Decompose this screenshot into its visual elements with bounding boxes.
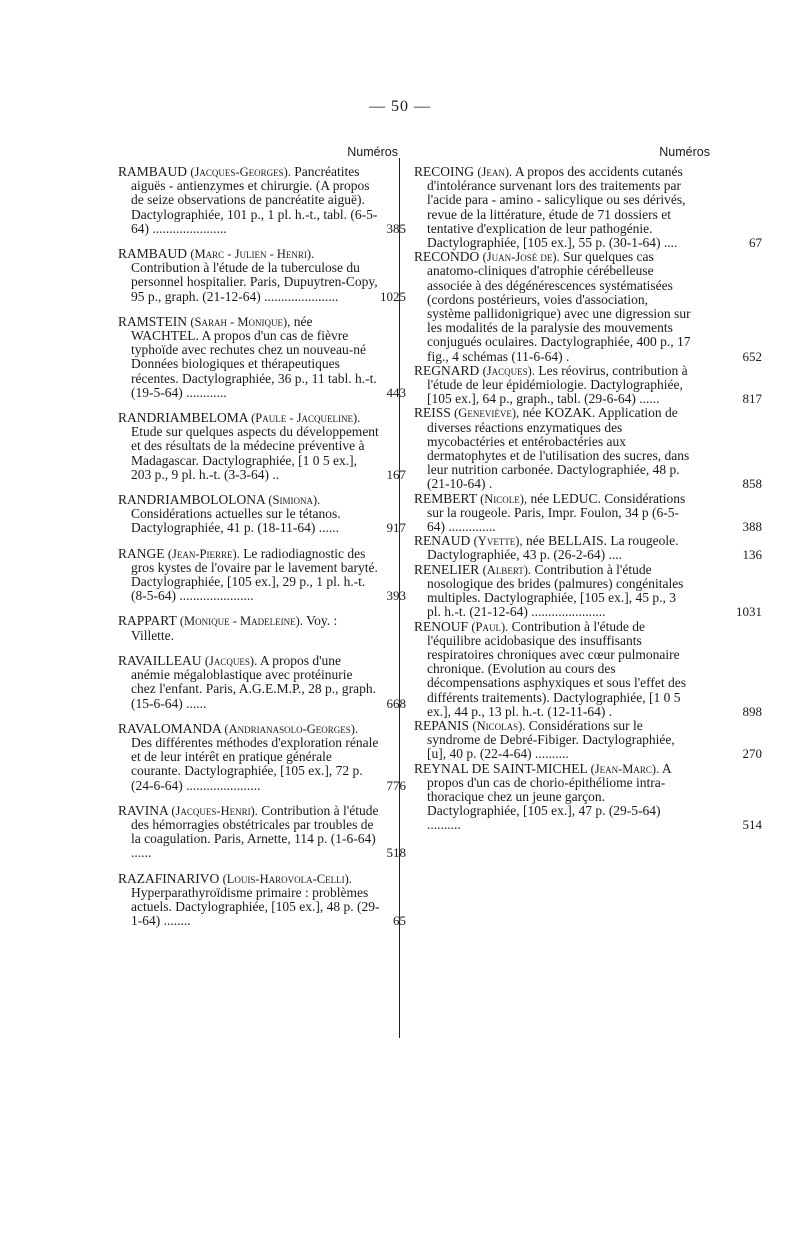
right-entry-list [414, 164, 762, 833]
bibliography-entry [414, 717, 762, 762]
entry-body [118, 722, 380, 793]
entry-description: née KOZAK. Application de diverses réactions enzymatiques des mycobactéries et entérobactéries aux dermatophytes et de l'utilisation des sucres, dans leur nutrition carbonée. Dactylographiée, 48 p. (21-10-64) . [427, 405, 690, 492]
entry-body [118, 614, 380, 642]
entry-description: Contribution à l'étude de la tuberculose du personnel hospitalier. Paris, Dupuytren-Copy, 95 p., graph. (21-12-64) ...................... [131, 260, 378, 304]
bibliography-entry [118, 802, 406, 861]
bibliography-entry [414, 490, 762, 535]
entry-number: 518 [386, 845, 406, 861]
entry-body [118, 654, 380, 711]
author-surname: RAMSTEIN [118, 313, 188, 329]
entry-body [118, 547, 380, 604]
entry-description: Pancréatites aiguës - antienzymes et chirurgie. (A propos de seize observations de pancréatite aiguë). Dactylographiée, 101 p., 1 pl. h.-t., tabl. (6-5-64) ...................... [131, 164, 378, 236]
entry-number: 388 [742, 519, 762, 535]
entry-body [414, 492, 692, 535]
entry-number: 514 [742, 817, 762, 833]
author-given-names: (Paule - Jacqueline). [251, 411, 361, 426]
author-surname: RENAUD [414, 533, 471, 549]
bibliography-entry [414, 362, 762, 407]
entry-description: Considérations actuelles sur le tétanos. Dactylographiée, 41 p. (18-11-64) ...... [131, 506, 341, 536]
entry-description: Contribution à l'étude nosologique des brides (palmures) congénitales multiples. Dactylographiée, [105 ex.], 45 p., 3 pl. h.-t. (21-12-64) ...................... [427, 561, 684, 620]
author-given-names: (Jean-Marc). [590, 761, 660, 776]
author-given-names: (Jacques-Georges). [190, 165, 291, 179]
author-given-names: (Nicole), [480, 491, 528, 506]
entry-body [118, 247, 380, 304]
entry-body [118, 411, 380, 482]
author-surname: RAVAILLEAU [118, 652, 202, 668]
entry-number: 67 [749, 235, 762, 251]
author-surname: RAPPART [118, 613, 177, 629]
bibliography-entry [118, 545, 406, 604]
entry-number: 668 [386, 695, 406, 711]
entry-description: A propos des accidents cutanés d'intolérance survenant lors des traitements par l'acide para - amino - salicylique ou ses dérivés, revue de la littérature, étude de 71 dossiers et tentative d'explication de leur pathogénie. Dactylographiée, [105 ex.], 55 p. (30-1-64) .... [427, 164, 686, 251]
author-given-names: (Juan-José de). [482, 250, 560, 265]
author-surname: REMBERT [414, 490, 477, 506]
author-surname: RENELIER [414, 561, 480, 577]
bibliography-entry [414, 760, 762, 833]
entry-description: Contribution à l'étude de l'équilibre acidobasique des insuffisants respiratoires chroniques avec cœur pulmonaire chronique. (Evolution au cours des décompensations asphyxiques et sous l'effet des différents traitements). Dactylographiée, [1 0 5 ex.], 44 p., 13 pl. h.-t. (12-11-64) . [427, 618, 687, 719]
entry-number: 270 [742, 746, 762, 762]
entry-number: 817 [742, 391, 762, 407]
author-surname: RANDRIAMBOLOLONA [118, 492, 266, 508]
entry-description: Des différentes méthodes d'exploration rénale et de leur intérêt en pratique générale courante. Dactylographiée, [105 ex.], 72 p. (24-6-64) ...................... [131, 734, 379, 793]
entry-body [414, 364, 692, 407]
left-entry-list [118, 164, 406, 929]
bibliography-entry [118, 614, 380, 642]
author-surname: RECOING [414, 164, 474, 179]
entry-body [118, 493, 380, 536]
author-surname: REYNAL DE SAINT-MICHEL [414, 760, 588, 776]
author-surname: RECONDO [414, 249, 480, 265]
entry-number: 1025 [380, 288, 406, 304]
bibliography-entry [414, 249, 762, 364]
entry-body [118, 315, 380, 400]
bibliography-entry [118, 164, 406, 236]
author-surname: RANDRIAMBELOMA [118, 410, 248, 426]
author-given-names: (Jacques). [482, 363, 535, 378]
author-given-names: (Sarah - Monique), [190, 314, 291, 329]
entry-description: née WACHTEL. A propos d'un cas de fièvre typhoïde avec rechutes chez un nouveau-né Données biologiques et thérapeutiques récentes. Dactylographiée, 36 p., 11 tabl. h.-t. (19-5-64) ............ [131, 313, 377, 400]
entry-body [414, 620, 692, 719]
entry-number: 393 [386, 588, 406, 604]
entry-number: 443 [386, 384, 406, 400]
entry-number: 167 [386, 466, 406, 482]
page-number: — 50 — [369, 98, 431, 115]
bibliography-entry [118, 246, 406, 304]
entry-description: Etude sur quelques aspects du développement et des résultats de la médecine préventive à Madagascar. Dactylographiée, [1 0 5 ex.], 203 p., 9 pl. h.-t. (3-3-64) .. [131, 424, 379, 482]
author-given-names: (Yvette), [473, 534, 523, 549]
author-given-names: (Albert). [482, 562, 532, 577]
entry-number: 776 [386, 777, 406, 793]
author-given-names: (Simiona). [268, 493, 321, 508]
author-surname: RAVINA [118, 802, 169, 818]
bibliography-entry [414, 405, 762, 492]
entry-description: Les réovirus, contribution à l'étude de leur épidémiologie. Dactylographiée, [105 ex.], 64 p., graph., tabl. (29-6-64) ...... [427, 362, 688, 407]
entry-description: Sur quelques cas anatomo-cliniques d'atrophie cérébelleuse associée à des dégénérescences systématisées (cordons postérieurs, voies d'association, système pallidonigrique) avec une digression sur les modalités de la paralysie des mouvements conjugués oculaires. Dactylographiée, 400 p., 17 fig., 4 schémas (11-6-64) . [427, 249, 691, 364]
entry-number: 1031 [736, 604, 762, 620]
entry-number: 898 [742, 703, 762, 719]
author-given-names: (Jacques-Henri). [171, 803, 258, 818]
author-surname: REGNARD [414, 362, 480, 378]
bibliography-entry [118, 870, 406, 929]
author-surname: REISS [414, 405, 451, 421]
entry-description: née LEDUC. Considérations sur la rougeole. Paris, Impr. Foulon, 34 p (6-5-64) .............. [427, 490, 686, 535]
entry-number: 385 [386, 220, 406, 236]
entry-description: née BELLAIS. La rougeole. Dactylographiée, 43 p. (26-2-64) .... [427, 533, 679, 563]
left-column [118, 145, 406, 939]
entry-body [118, 165, 380, 236]
bibliography-entry [414, 561, 762, 620]
entry-number: 65 [393, 913, 406, 929]
entry-body [414, 534, 692, 562]
author-given-names: (Monique - Madeleine). [179, 614, 303, 629]
author-given-names: (Jacques). [204, 653, 258, 668]
left-column-header: Numéros [347, 145, 398, 159]
entry-number: 858 [742, 476, 762, 492]
entry-number: 136 [742, 547, 762, 563]
bibliography-entry [118, 652, 406, 711]
entry-number: 917 [386, 520, 406, 536]
entry-description: Considérations sur le syndrome de Debré-Fibiger. Dactylographiée, [u], 40 p. (22-4-64) .......... [427, 717, 675, 762]
bibliography-entry [414, 164, 762, 251]
entry-description: A propos d'un cas de chorio-épithéliome intra-thoracique chez un jeune garçon. Dactylographiée, [105 ex.], 47 p. (29-5-64) .......... [427, 760, 671, 833]
bibliography-entry [414, 618, 762, 719]
author-given-names: (Marc - Julien - Henri). [190, 247, 315, 262]
entry-body [414, 406, 692, 491]
entry-number: 652 [742, 348, 762, 364]
author-given-names: (Paul). [471, 619, 509, 634]
entry-description: Hyperparathyroïdisme primaire : problèmes actuels. Dactylographiée, [105 ex.], 48 p. (29-1-64) ........ [131, 884, 380, 929]
entry-body [118, 872, 380, 929]
entry-description: Voy. : Villette. [131, 613, 338, 643]
author-given-names: (Andrianasolo-Georges). [224, 721, 359, 736]
entry-body [118, 804, 380, 861]
entry-description: Le radiodiagnostic des gros kystes de l'ovaire par le lavement baryté. Dactylographiée, [105 ex.], 29 p., 1 pl. h.-t. (8-5-64) ...................... [131, 545, 378, 604]
entry-body [414, 762, 692, 833]
author-given-names: (Nicolas). [472, 718, 526, 733]
author-surname: RANGE [118, 545, 165, 561]
right-column-header: Numéros [659, 145, 710, 159]
bibliography-entry [414, 533, 762, 563]
bibliography-entry [118, 313, 406, 400]
author-given-names: (Jean). [477, 165, 513, 179]
entry-body [414, 250, 692, 364]
entry-body [414, 563, 692, 620]
author-given-names: (Jean-Pierre). [167, 546, 240, 561]
author-surname: RAZAFINARIVO [118, 870, 220, 886]
entry-description: A propos d'une anémie mégaloblastique avec protéinurie chez l'enfant. Paris, A.G.E.M.P., 28 p., graph. (15-6-64) ...... [131, 652, 377, 711]
entry-body [414, 719, 692, 762]
author-surname: RAVALOMANDA [118, 720, 222, 736]
author-surname: RENOUF [414, 618, 469, 634]
author-surname: REPANIS [414, 717, 470, 733]
entry-description: Contribution à l'étude des hémorragies obstétricales par troubles de la coagulation. Paris, Arnette, 114 p. (1-6-64) ...... [131, 802, 379, 861]
author-given-names: (Louis-Harovola-Celli). [222, 871, 352, 886]
entry-body [414, 165, 692, 250]
right-column [414, 145, 762, 833]
author-given-names: (Geneviève), [454, 406, 520, 421]
author-surname: RAMBAUD [118, 164, 188, 179]
bibliography-entry [118, 720, 406, 793]
author-surname: RAMBAUD [118, 246, 188, 262]
bibliography-entry [118, 492, 406, 536]
bibliography-entry [118, 410, 406, 482]
